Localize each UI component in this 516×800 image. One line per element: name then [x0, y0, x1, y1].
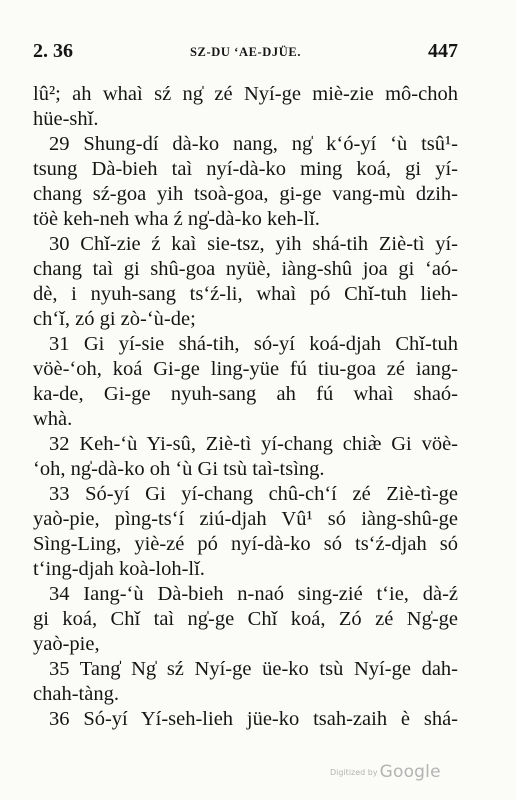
watermark-prefix: Digitized by — [330, 768, 378, 777]
body-text — [33, 82, 458, 732]
text-line: 34 Iang-‘ù Dà-bieh n-naó sing-zié t‘ie, dà-ź — [49, 583, 458, 605]
text-line: chang taì gi shû-goa nyüè, iàng-shû joa gi ‘aó- — [33, 258, 458, 280]
text-line: chang sź-goa yih tsoà-goa, gi-ge vang-mù dzih- — [33, 183, 458, 205]
text-line: hüe-shǐ. — [33, 108, 99, 130]
text-line: lû²; ah whaì sź ng̍ zé Nyí-ge miè-zie mô-choh — [33, 83, 458, 105]
text-line: 33 Só-yí Gi yí-chang chû-ch‘í zé Ziè-tì-ge — [49, 483, 458, 505]
text-line: Sìng-Ling, yiè-zé pó nyí-dà-ko só ts‘ź-djah só — [33, 533, 458, 555]
text-line: yaò-pie, pìng-ts‘í ziú-djah Vû¹ só iàng-shû-ge — [33, 508, 458, 530]
page-number: 447 — [428, 40, 458, 62]
text-line: whà. — [33, 408, 73, 430]
text-line: chah-tàng. — [33, 683, 119, 705]
text-line: töè keh-neh wha ź ng̍-dà-ko keh-lǐ. — [33, 208, 320, 230]
google-watermark — [330, 762, 441, 782]
text-line: t‘ing-djah koà-loh-lǐ. — [33, 558, 205, 580]
watermark-logo: Google — [379, 762, 441, 782]
text-line: ka-de, Gi-ge nyuh-sang ah fú whaì shaó- — [33, 383, 458, 405]
text-line: yaò-pie, — [33, 633, 100, 655]
running-header — [33, 40, 458, 66]
running-title: SZ-DU ‘AE-DJÜE. — [189, 45, 302, 59]
text-line: tsung Dà-bieh taì nyí-dà-ko ming koá, gi yí- — [33, 158, 458, 180]
text-line: 30 Chǐ-zie ź kaì sie-tsz, yih shá-tih Ziè-tì yí- — [49, 233, 458, 255]
text-line: ch‘ǐ, zó gi zò-‘ù-de; — [33, 308, 196, 330]
text-line: vöè-‘oh, koá Gi-ge ling-yüe fú tiu-goa zé iang- — [33, 358, 458, 380]
text-line: ‘oh, ng̍-dà-ko oh ‘ù Gi tsù taì-tsìng. — [33, 458, 325, 480]
text-line: dè, i nyuh-sang ts‘ź-li, whaì pó Chǐ-tuh lieh- — [33, 283, 458, 305]
chapter-verse-marker: 2. 36 — [33, 40, 73, 62]
text-line: 32 Keh-‘ù Yi-sû, Ziè-tì yí-chang chiæ̀ Gi vöè- — [49, 433, 458, 455]
text-line: gi koá, Chǐ taì ng̍-ge Chǐ koá, Zó zé Ng̍-ge — [33, 608, 458, 630]
text-line: 31 Gi yí-sie shá-tih, só-yí koá-djah Chǐ-tuh — [49, 333, 458, 355]
text-line: 29 Shung-dí dà-ko nang, ng̍ k‘ó-yí ‘ù tsû¹- — [49, 133, 458, 155]
text-line: 35 Tang̍ Ng̍ sź Nyí-ge üe-ko tsù Nyí-ge dah- — [49, 658, 458, 680]
text-line: 36 Só-yí Yí-seh-lieh jüe-ko tsah-zaih è shá- — [49, 708, 458, 730]
